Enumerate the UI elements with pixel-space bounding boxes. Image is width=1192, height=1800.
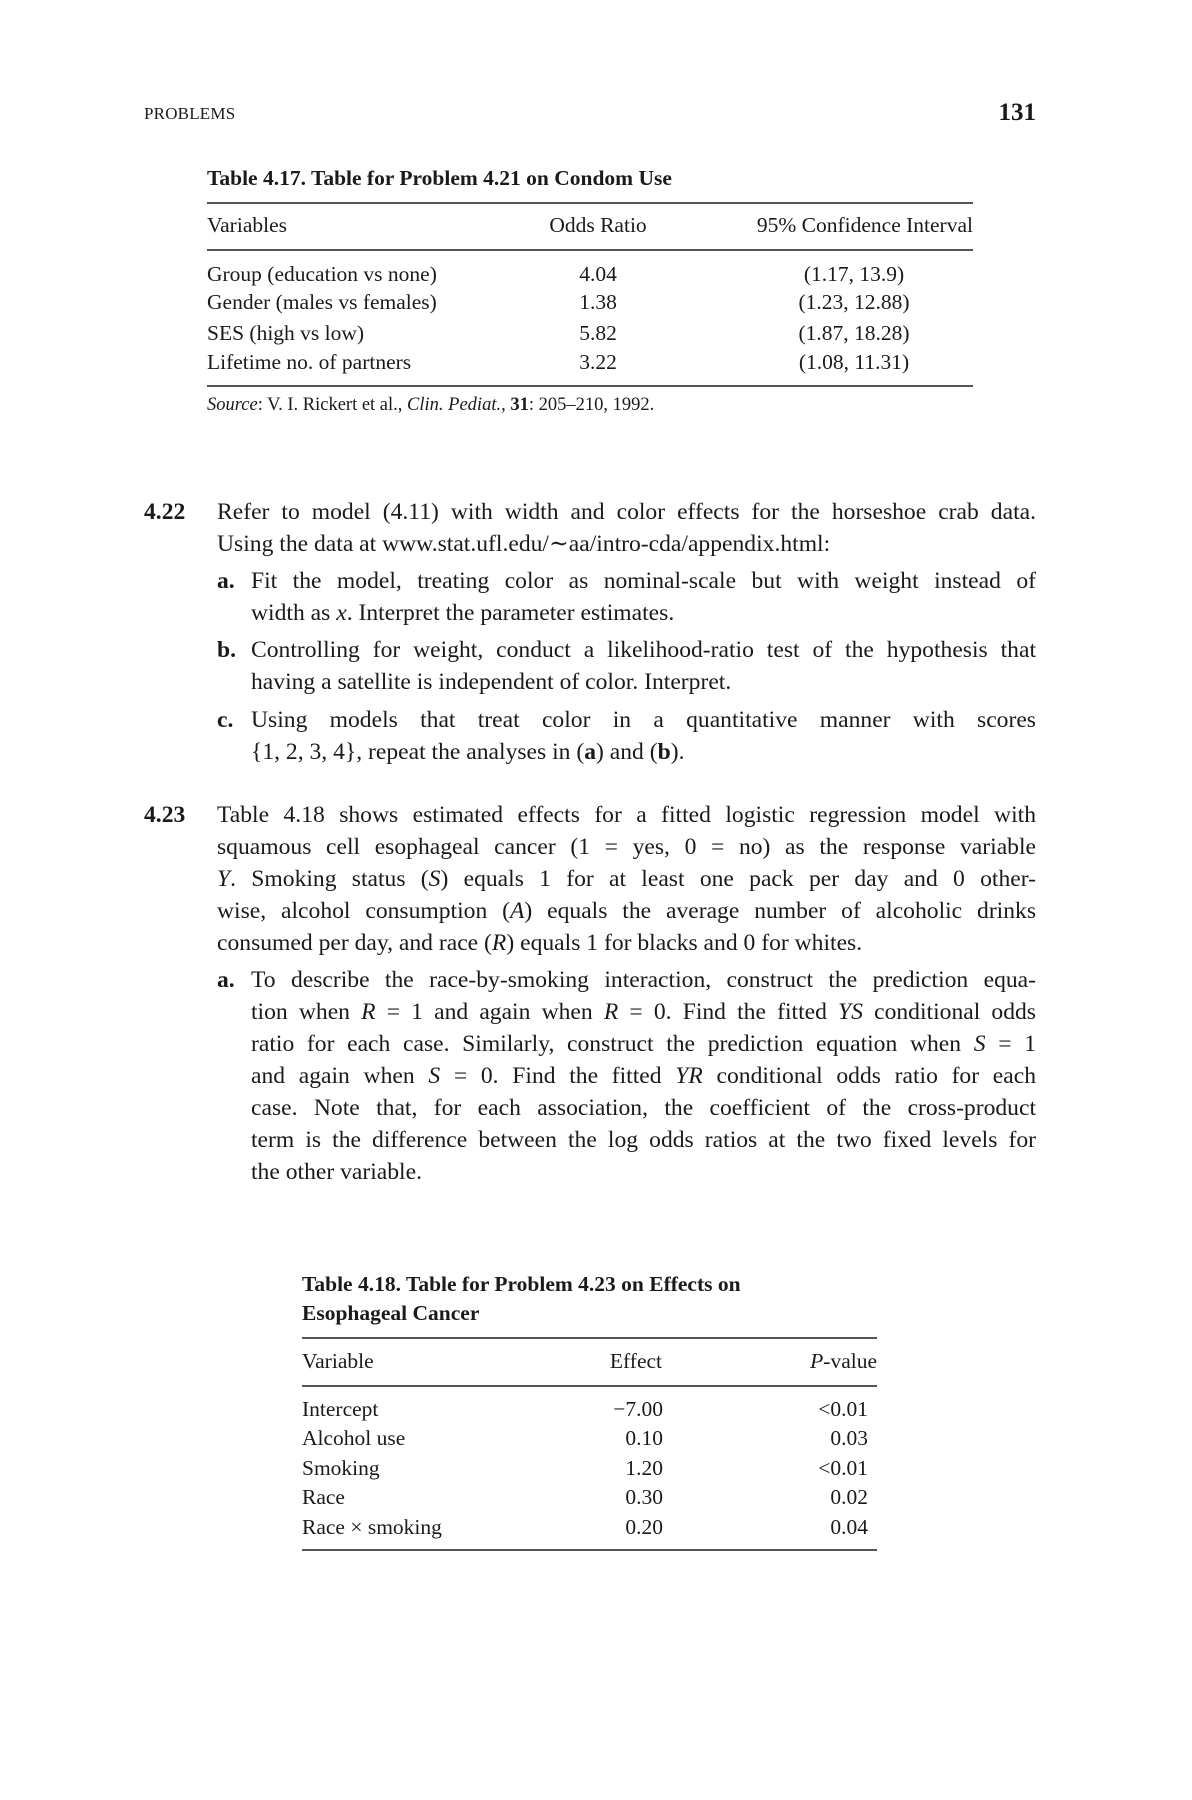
table-title-line: Esophageal Cancer [302, 1301, 480, 1325]
cell-variable: Race [302, 1485, 345, 1509]
column-header: Effect [609, 1349, 662, 1373]
table-rule-mid [207, 249, 973, 251]
part-text-line: the other variable. [251, 1159, 422, 1185]
cell-p-value: 0.04 [830, 1515, 868, 1539]
part-text-line: and again when S = 0. Find the fitted YR conditional odds ratio for each [251, 1063, 1036, 1089]
column-header: 95% Confidence Interval [756, 213, 973, 237]
cell-p-value: <0.01 [818, 1397, 868, 1421]
table-rule-bottom [207, 385, 973, 387]
part-text-line: Fit the model, treating color as nominal-scale but with weight instead of [251, 568, 1036, 594]
column-header: Variable [302, 1349, 374, 1373]
cell-p-value: 0.03 [830, 1426, 868, 1450]
column-header: Variables [207, 213, 287, 237]
part-text-line: width as x. Interpret the parameter estimates. [251, 600, 675, 626]
table-rule-top [302, 1337, 877, 1339]
cell-variable: Gender (males vs females) [207, 290, 437, 314]
problem-text-line: Y. Smoking status (S) equals 1 for at least one pack per day and 0 other- [217, 866, 1036, 892]
page-number: 131 [998, 99, 1036, 126]
problem-number: 4.22 [144, 499, 186, 525]
cell-effect: 1.20 [625, 1456, 663, 1480]
part-text-line: case. Note that, for each association, the coefficient of the cross-product [251, 1095, 1036, 1121]
cell-variable: Smoking [302, 1456, 380, 1480]
cell-effect: 0.30 [625, 1485, 663, 1509]
cell-variable: Intercept [302, 1397, 379, 1421]
cell-effect: −7.00 [613, 1397, 663, 1421]
part-text-line: Controlling for weight, conduct a likelihood-ratio test of the hypothesis that [251, 637, 1036, 663]
problem-text-line: Using the data at www.stat.ufl.edu/∼aa/intro-cda/appendix.html: [217, 531, 831, 557]
cell-effect: 0.20 [625, 1515, 663, 1539]
cell-effect: 0.10 [625, 1426, 663, 1450]
cell-confidence-interval: (1.23, 12.88) [798, 290, 910, 314]
running-title: PROBLEMS [144, 104, 236, 123]
problem-text-line: consumed per day, and race (R) equals 1 for blacks and 0 for whites. [217, 930, 863, 956]
cell-variable: Group (education vs none) [207, 262, 437, 286]
table-title-line: Table 4.18. Table for Problem 4.23 on Effects on [302, 1272, 741, 1296]
cell-odds-ratio: 4.04 [579, 262, 617, 286]
cell-confidence-interval: (1.17, 13.9) [803, 262, 905, 286]
part-label: c. [217, 707, 234, 733]
table-rule-top [207, 202, 973, 204]
part-text-line: term is the difference between the log odds ratios at the two fixed levels for [251, 1127, 1036, 1153]
table-title: Table 4.17. Table for Problem 4.21 on Condom Use [207, 166, 672, 190]
problem-number: 4.23 [144, 802, 186, 828]
part-text-line: To describe the race-by-smoking interaction, construct the prediction equa- [251, 967, 1036, 993]
cell-odds-ratio: 1.38 [579, 290, 617, 314]
problem-text-line: wise, alcohol consumption (A) equals the average number of alcoholic drinks [217, 898, 1037, 924]
cell-p-value: <0.01 [818, 1456, 868, 1480]
cell-p-value: 0.02 [830, 1485, 868, 1509]
part-text-line: having a satellite is independent of color. Interpret. [251, 669, 732, 695]
column-header: Odds Ratio [549, 213, 647, 237]
cell-odds-ratio: 5.82 [579, 321, 617, 345]
part-text-line: ratio for each case. Similarly, construct the prediction equation when S = 1 [251, 1031, 1036, 1057]
part-text-line: {1, 2, 3, 4}, repeat the analyses in (a) and (b). [251, 739, 685, 765]
table-source: Source: V. I. Rickert et al., Clin. Pediat., 31: 205–210, 1992. [207, 395, 655, 415]
table-rule-bottom [302, 1549, 877, 1551]
column-header: P-value [810, 1349, 877, 1373]
cell-odds-ratio: 3.22 [579, 350, 617, 374]
problem-text-line: Refer to model (4.11) with width and color effects for the horseshoe crab data. [217, 499, 1036, 525]
cell-variable: Alcohol use [302, 1426, 406, 1450]
problem-text-line: squamous cell esophageal cancer (1 = yes, 0 = no) as the response variable [217, 834, 1036, 860]
cell-confidence-interval: (1.08, 11.31) [798, 350, 910, 374]
cell-confidence-interval: (1.87, 18.28) [798, 321, 910, 345]
cell-variable: SES (high vs low) [207, 321, 365, 345]
part-label: a. [217, 967, 235, 993]
part-text-line: Using models that treat color in a quantitative manner with scores [251, 707, 1036, 733]
cell-variable: Race × smoking [302, 1515, 442, 1539]
problem-text-line: Table 4.18 shows estimated effects for a fitted logistic regression model with [217, 802, 1036, 828]
part-text-line: tion when R = 1 and again when R = 0. Find the fitted YS conditional odds [251, 999, 1036, 1025]
table-rule-mid [302, 1385, 877, 1387]
part-label: a. [217, 568, 235, 594]
cell-variable: Lifetime no. of partners [207, 350, 412, 374]
part-label: b. [217, 637, 237, 663]
